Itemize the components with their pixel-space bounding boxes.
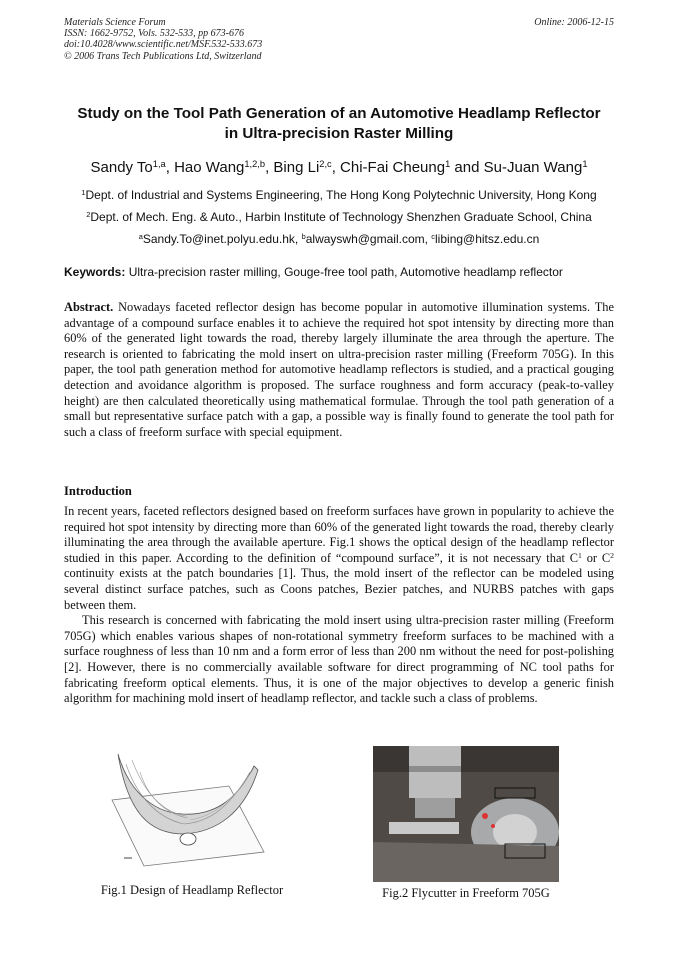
title-line-2: in Ultra-precision Raster Milling (224, 125, 454, 142)
author: Su-Juan Wang$^1$ (483, 158, 588, 176)
keywords-text: Ultra-precision raster milling, Gouge-free tool path, Automotive headlamp reflector (125, 265, 563, 279)
author-list (40, 159, 638, 176)
affiliation-1: $^1$Dept. of Industrial and Systems Engineering, The Hong Kong Polytechnic University, Hong Kong (81, 187, 597, 202)
figure-2-image (373, 746, 559, 882)
author: Hao Wang$^{1,2,b}$, (174, 158, 274, 176)
figure-1-caption: Fig.1 Design of Headlamp Reflector (100, 883, 284, 897)
doi-line: doi:10.4028/www.scientific.net/MSF.532-533.673 (64, 39, 263, 51)
intro-paragraph-1: In recent years, faceted reflectors designed based on freeform surfaces have grown in popularity to achieve the required hot spot intensity by directing more than 60% of the generated light towards the road, thereby clearly illuminating the area through the available aperture. Fig.1 shows the optical design of the headlamp reflector studied in this paper. According to the definition of “compound surface”, it is not necessary that $C^1$ or $C^2$ continuity exists at the patch boundaries [1]. Thus, the mold insert of the reflector can be modeled using several distinct surface patches, such as Coons patches, Bezier patches, and NURBS patches with gaps between them. (64, 504, 615, 612)
intro-paragraph-2: This research is concerned with fabricating the mold insert using ultra-precision raster milling (Freeform 705G) which enables various shapes of non-rotational symmetry freeform surfaces to be machined with a surface roughness of less than 10 nm and a form error of less than 200 nm without the need for post-polishing [2]. However, there is no commercially available software for direct programming of NC tool paths for fabricating freeform optical elements. Thus, it is one of the major objectives to develop a generic finish algorithm for machining mold insert of headlamp reflector, and tackle such a class of problems. (64, 613, 614, 706)
author: Bing Li$^{2,c}$, (273, 158, 341, 176)
copyright-line: © 2006 Trans Tech Publications Ltd, Switzerland (64, 50, 262, 62)
online-date: Online: 2006-12-15 (534, 17, 614, 28)
introduction-body (64, 504, 614, 707)
email-list: $^a$Sandy.To@inet.polyu.edu.hk, $^b$alwayswh@gmail.com, $^c$libing@hitsz.edu.cn (138, 231, 540, 246)
figure-1-image (104, 742, 272, 874)
headlamp-reflector-drawing (104, 742, 272, 874)
abstract-text: Nowadays faceted reflector design has become popular in automotive illumination systems. The advantage of a compound surface enables it to achieve the required hot spot intensity by directing more than 60% of the generated light towards the road, thereby largely illuminate the area through the aperture. The research is oriented to fabricating the mold insert on ultra-precision raster milling (Freeform 705G). In this paper, the tool path generation method for automotive headlamp reflectors is studied, and a practical gouging detection and avoidance algorithm is proposed. The surface roughness and form accuracy (peak-to-valley height) are then calculated theoretically using mathematical formulae. Through the tool path generation of a small but representative surface patch with a gap, a possible way is finally found to generate the tool path for such a class of freeform surface with special equipment. (64, 300, 614, 439)
journal-header (64, 17, 262, 62)
affiliation-2: $^2$Dept. of Mech. Eng. & Auto., Harbin Institute of Technology Shenzhen Graduate School, China (86, 209, 592, 224)
abstract-label: Abstract. (64, 300, 114, 314)
issn-line: ISSN: 1662-9752, Vols. 532-533, pp 673-676 (64, 28, 244, 40)
figure-2-caption: Fig.2 Flycutter in Freeform 705G (382, 886, 550, 900)
author: Chi-Fai Cheung$^1$ and (340, 158, 484, 176)
keywords (64, 265, 624, 279)
email[interactable]: $^c$libing@hitsz.edu.cn (431, 231, 540, 246)
email[interactable]: $^b$alwayswh@gmail.com (301, 231, 425, 246)
keywords-label: Keywords: (64, 265, 126, 279)
section-heading-introduction: Introduction (64, 484, 132, 498)
author: Sandy To$^{1,a}$, (90, 158, 175, 176)
journal-name: Materials Science Forum (64, 17, 166, 28)
title-line-1: Study on the Tool Path Generation of an Automotive Headlamp Reflector (77, 105, 601, 122)
email[interactable]: $^a$Sandy.To@inet.polyu.edu.hk (138, 231, 295, 246)
flycutter-photo (373, 746, 559, 882)
paper-title (40, 104, 638, 144)
abstract (64, 300, 614, 440)
